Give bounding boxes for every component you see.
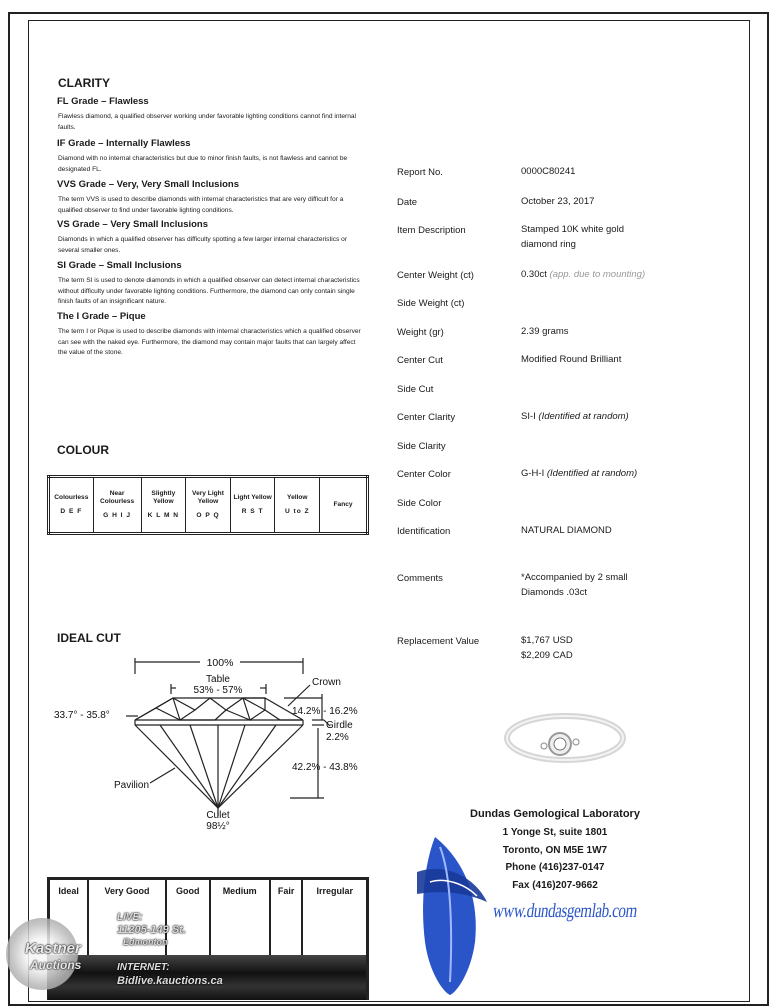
lab-address-line2: Toronto, ON M5E 1W7 [502,845,608,856]
lab-address-line1: 1 Yonge St, suite 1801 [502,827,608,838]
value-weight-gr: 2.39 grams [521,326,569,337]
grade-i-title: The I Grade – Pique [57,311,146,322]
watermark-url: Bidlive.kauctions.ca [117,975,223,987]
value-center-clarity: SI-I (Identified at random) [521,411,629,422]
label-pavilion-depth: 42.2% - 43.8% [292,762,358,773]
grade-if-title: IF Grade – Internally Flawless [57,138,191,149]
colour-col-near-colourless: Near Colourless G H I J [93,477,141,534]
label-center-cut: Center Cut [397,355,443,366]
colour-col-very-light-yellow: Very Light Yellow O P Q [186,477,231,534]
label-side-clarity: Side Clarity [397,441,446,452]
watermark-address: 11205-149 St. [117,924,186,936]
grade-vvs-title: VVS Grade – Very, Very Small Inclusions [57,179,239,190]
colour-col-colourless: Colourless D E F [49,477,94,534]
lab-name: Dundas Gemological Laboratory [470,808,640,820]
grade-vvs-desc: The term VVS is used to describe diamonds with internal characteristics that are very difficult for a qualified observer to find under favorable lighting conditions. [58,196,344,214]
ideal-cut-title: IDEAL CUT [57,631,121,645]
label-side-cut: Side Cut [397,384,434,395]
value-center-weight: 0.30ct (app. due to mounting) [521,269,646,280]
colour-col-light-yellow: Light Yellow R S T [230,477,275,534]
label-culet-pct: 98½° [206,821,230,832]
lab-website: www.dundasgemlab.com [491,900,639,922]
value-item-description: Stamped 10K white gold diamond ring [521,224,624,250]
label-crown: Crown [312,677,341,688]
label-comments: Comments [397,573,443,584]
colour-col-yellow: Yellow U to Z [275,477,320,534]
label-table: Table [206,674,230,685]
value-center-color: G-H-I (Identified at random) [521,468,638,479]
label-center-clarity: Center Clarity [397,412,456,423]
ring-photo [500,700,630,775]
watermark-internet-label: INTERNET: [117,962,170,973]
value-replacement-value: $1,767 USD $2,209 CAD [521,635,573,661]
grade-fl-desc: Flawless diamond, a qualified observer working under favorable lighting conditions cannot find internal faults. [58,113,356,131]
grade-fl-title: FL Grade – Flawless [57,96,149,107]
grade-if-desc: Diamond with no internal characteristics but due to minor finish faults, is not flawless and cannot be designated FL. [58,155,348,173]
label-weight-gr: Weight (gr) [397,327,444,338]
value-center-cut: Modified Round Brilliant [521,354,622,365]
colour-col-slightly-yellow: Slightly Yellow K L M N [141,477,186,534]
label-date: Date [397,197,418,208]
clarity-title: CLARITY [58,76,110,90]
cut-scale-ideal: Ideal [49,879,89,999]
label-replacement-value: Replacement Value [397,636,480,647]
label-total-width: 100% [206,657,234,669]
colour-table [47,475,369,535]
label-girdle: Girdle [326,720,353,731]
label-center-weight: Center Weight (ct) [397,270,474,281]
cut-scale-good: Good [166,879,210,999]
colour-title: COLOUR [57,443,109,457]
value-date: October 23, 2017 [521,196,595,207]
cut-scale-irregular: Irregular [302,879,367,999]
watermark-brand2: Auctions [30,958,82,972]
label-crown-angle: 33.7° - 35.8° [54,710,110,721]
label-pavilion: Pavilion [114,780,150,791]
lab-phone: Phone (416)237-0147 [505,862,605,873]
colour-col-fancy: Fancy [320,477,368,534]
value-comments: *Accompanied by 2 small Diamonds .03ct [521,572,628,598]
watermark-city: Edmonton [123,937,168,947]
label-side-color: Side Color [397,498,442,509]
lab-logo-graphic [405,832,495,997]
grade-vs-title: VS Grade – Very Small Inclusions [57,219,209,230]
grade-i-desc: The term I or Pique is used to describe diamonds with internal characteristics which a qualified observer can see with the naked eye. Furthermore, the diamond may contain major faults that can largely affect the value of the stone. [58,328,361,356]
label-report-no: Report No. [397,167,443,178]
label-table-range: 53% - 57% [193,685,243,696]
watermark-brand1: Kastner [25,940,81,957]
label-center-color: Center Color [397,469,451,480]
cut-scale-very-good: Very Good [88,879,166,999]
label-side-weight: Side Weight (ct) [397,298,465,309]
label-identification: Identification [397,526,451,537]
diamond-proportion-diagram [40,648,380,838]
label-crown-height: 14.2% - 16.2% [292,706,358,717]
value-report-no: 0000C80241 [521,166,576,177]
grade-si-title: SI Grade – Small Inclusions [57,260,182,271]
lab-fax: Fax (416)207-9662 [512,880,598,891]
cut-scale-medium: Medium [210,879,270,999]
label-girdle-pct: 2.2% [326,732,349,743]
cut-scale-fair: Fair [270,879,303,999]
watermark-live-label: LIVE: [117,912,143,923]
label-culet: Culet [206,810,230,821]
value-identification: NATURAL DIAMOND [521,525,612,536]
grade-vs-desc: Diamonds in which a qualified observer has difficulty spotting a few larger internal characteristics or several smaller ones. [58,236,348,254]
label-item-description: Item Description [397,225,466,236]
grade-si-desc: The term SI is used to denote diamonds in which a qualified observer can detect internal characteristics without difficulty under favorable lighting conditions. Furthermore, the diamond can only contain single finish faults of an insignificant nature. [58,277,360,305]
